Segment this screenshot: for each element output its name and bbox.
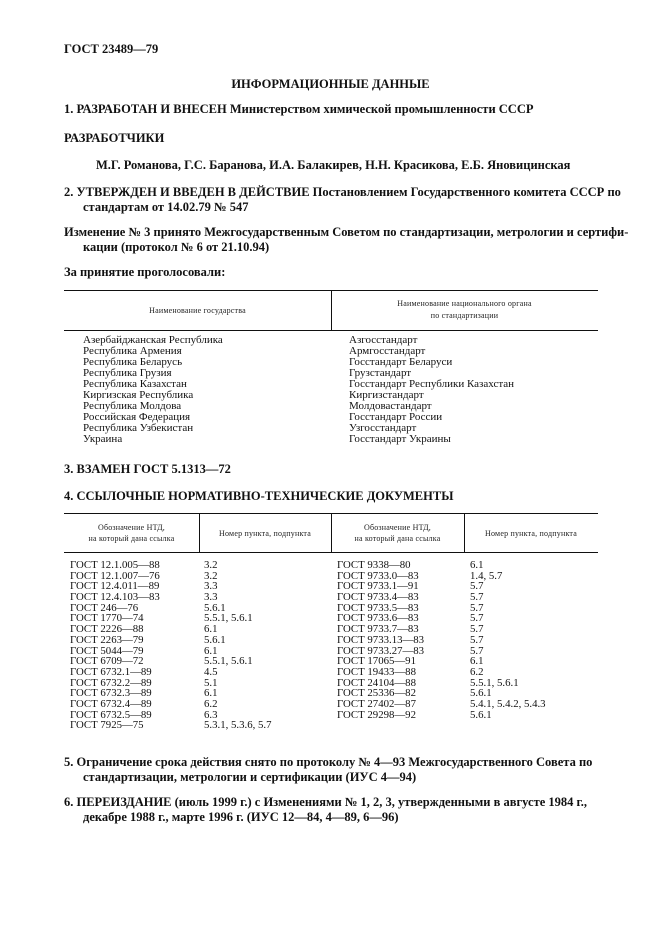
table-cell: 6.3 (204, 708, 218, 721)
table-cell: 3.2 (204, 559, 218, 571)
table-cell: Республика Беларусь (83, 356, 183, 368)
change-note-line-2: кации (протокол № 6 от 21.10.94) (83, 240, 270, 254)
document-number: ГОСТ 23489—79 (64, 42, 159, 56)
left-docs-column (70, 560, 160, 731)
table-cell: Республика Казахстан (83, 378, 187, 390)
table-cell: Республика Грузия (83, 367, 172, 379)
table-cell: 5.3.1, 5.3.6, 5.7 (204, 719, 272, 732)
table-cell: ГОСТ 9733.4—83 (337, 591, 419, 604)
table-cell: ГОСТ 9338—80 (337, 559, 411, 571)
section-2-line-2: стандартам от 14.02.79 № 547 (83, 200, 249, 214)
section-5-line-1: 5. Ограничение срока действия снято по протоколу № 4—93 Межгосударственного Совета по (64, 755, 593, 769)
table-cell: 5.7 (470, 623, 484, 636)
table-cell: ГОСТ 27402—87 (337, 697, 416, 710)
page-title: ИНФОРМАЦИОННЫЕ ДАННЫЕ (231, 77, 430, 91)
table-cell: 6.1 (204, 623, 218, 636)
table-cell: 5.7 (470, 612, 484, 625)
table-cell: 5.5.1, 5.6.1 (204, 612, 253, 625)
column-header-doc-line-2: на который дана ссылка (354, 534, 441, 543)
section-2-line-1: 2. УТВЕРЖДЕН И ВВЕДЕН В ДЕЙСТВИЕ Постановлением Государственного комитета СССР по (64, 185, 621, 199)
states-column (83, 335, 223, 445)
table-cell: ГОСТ 9733.7—83 (337, 623, 419, 636)
table-cell: ГОСТ 2263—79 (70, 633, 144, 646)
table-cell: ГОСТ 17065—91 (337, 655, 416, 668)
table-cell: 6.1 (470, 655, 484, 668)
section-6-line-1: 6. ПЕРЕИЗДАНИЕ (июль 1999 г.) с Изменениями № 1, 2, 3, утвержденными в августе 1984 г., (64, 795, 588, 809)
table-cell: Азербайджанская Республика (83, 334, 223, 346)
table-cell: ГОСТ 19433—88 (337, 665, 416, 678)
table-cell: 6.2 (470, 665, 484, 678)
table-rule-header (64, 330, 598, 331)
table-cell: ГОСТ 9733.0—83 (337, 569, 419, 582)
table-cell: Российская Федерация (83, 411, 191, 423)
table-cell: Госстандарт России (349, 411, 443, 423)
table-cell: 3.3 (204, 580, 218, 593)
right-docs-column (337, 560, 424, 720)
column-header-body-line-2: по стандартизации (430, 311, 499, 320)
table-cell: 5.7 (470, 580, 484, 593)
table-cell: 6.1 (470, 559, 484, 571)
table-cell: Республика Молдова (83, 400, 182, 412)
developers-heading: РАЗРАБОТЧИКИ (64, 131, 165, 145)
table-cell: ГОСТ 6732.5—89 (70, 708, 152, 721)
table-cell: Госстандарт Украины (349, 433, 451, 445)
table-cell: 1.4, 5.7 (470, 569, 503, 582)
table-cell: ГОСТ 2226—88 (70, 623, 144, 636)
column-header-doc-line-1: Обозначение НТД, (363, 523, 432, 532)
table-cell: Киргизстандарт (349, 389, 424, 401)
column-header-item: Номер пункта, подпункта (485, 529, 577, 538)
column-header-doc-line-2: на который дана ссылка (88, 534, 175, 543)
table-cell: ГОСТ 12.1.007—76 (70, 569, 160, 582)
table-cell: Киргизская Республика (83, 389, 194, 401)
table-rule-header (64, 552, 598, 553)
table-cell: ГОСТ 12.4.011—89 (70, 580, 160, 593)
table-cell: 4.5 (204, 665, 218, 678)
table-cell: 5.7 (470, 644, 484, 657)
right-items-column (470, 560, 546, 720)
table-cell: 5.6.1 (204, 633, 226, 646)
table-cell: Госстандарт Беларуси (349, 356, 453, 368)
table-cell: 5.7 (470, 633, 484, 646)
table-cell: ГОСТ 24104—88 (337, 676, 416, 689)
table-cell: ГОСТ 29298—92 (337, 708, 416, 721)
table-cell: ГОСТ 246—76 (70, 601, 139, 614)
table-cell: Госстандарт Республики Казахстан (349, 378, 515, 390)
change-note-line-1: Изменение № 3 принято Межгосударственным Советом по стандартизации, метрологии и сертифи- (64, 225, 629, 239)
table-cell: 6.2 (204, 697, 218, 710)
table-cell: 5.5.1, 5.6.1 (204, 655, 253, 668)
table-cell: 5.7 (470, 601, 484, 614)
table-cell: 5.7 (470, 591, 484, 604)
table-cell: 3.2 (204, 569, 218, 582)
table-cell: ГОСТ 9733.5—83 (337, 601, 419, 614)
table-cell: 5.6.1 (204, 601, 226, 614)
table-cell: 3.3 (204, 591, 218, 604)
section-4: 4. ССЫЛОЧНЫЕ НОРМАТИВНО-ТЕХНИЧЕСКИЕ ДОКУМЕНТЫ (64, 489, 454, 503)
table-cell: ГОСТ 9733.13—83 (337, 633, 425, 646)
column-header-doc-line-1: Обозначение НТД, (97, 523, 166, 532)
voted-heading: За принятие проголосовали: (64, 265, 226, 279)
table-cell: ГОСТ 6732.2—89 (70, 676, 152, 689)
section-6-line-2: декабре 1988 г., марте 1996 г. (ИУС 12—84, 4—89, 6—96) (83, 810, 399, 824)
table-cell: ГОСТ 9733.6—83 (337, 612, 419, 625)
table-cell: ГОСТ 7925—75 (70, 719, 144, 732)
section-3: 3. ВЗАМЕН ГОСТ 5.1313—72 (64, 462, 231, 476)
table-cell: 5.1 (204, 676, 218, 689)
table-cell: 5.6.1 (470, 687, 492, 700)
table-cell: Грузстандарт (349, 367, 412, 379)
table-cell: ГОСТ 12.1.005—88 (70, 559, 160, 571)
left-items-column (204, 560, 271, 731)
table-cell: Украина (83, 433, 123, 445)
developers-list: М.Г. Романова, Г.С. Баранова, И.А. Балакирев, Н.Н. Красикова, Е.Б. Яновицинская (96, 158, 571, 172)
table-cell: Республика Армения (83, 345, 182, 357)
table-cell: 5.6.1 (470, 708, 492, 721)
column-header-body-line-1: Наименование национального органа (397, 299, 532, 308)
table-cell: 5.4.1, 5.4.2, 5.4.3 (470, 697, 546, 710)
table-cell: 5.5.1, 5.6.1 (470, 676, 519, 689)
bodies-column (349, 335, 514, 445)
table-cell: ГОСТ 6732.4—89 (70, 697, 152, 710)
table-cell: ГОСТ 1770—74 (70, 612, 144, 625)
table-cell: ГОСТ 12.4.103—83 (70, 591, 160, 604)
table-cell: Молдовастандарт (349, 400, 432, 412)
table-cell: 6.1 (204, 687, 218, 700)
section-1: 1. РАЗРАБОТАН И ВНЕСЕН Министерством химической промышленности СССР (64, 102, 534, 116)
section-5-line-2: стандартизации, метрологии и сертификации (ИУС 4—94) (83, 770, 417, 784)
table-cell: Узгосстандарт (349, 422, 417, 434)
table-cell: Азгосстандарт (349, 334, 418, 346)
table-cell: 6.1 (204, 644, 218, 657)
table-cell: ГОСТ 25336—82 (337, 687, 416, 700)
column-header-item: Номер пункта, подпункта (219, 529, 311, 538)
table-cell: Республика Узбекистан (83, 422, 194, 434)
table-cell: ГОСТ 6732.3—89 (70, 687, 152, 700)
table-cell: ГОСТ 6732.1—89 (70, 665, 152, 678)
table-cell: ГОСТ 5044—79 (70, 644, 144, 657)
table-cell: ГОСТ 9733.27—83 (337, 644, 425, 657)
table-cell: ГОСТ 9733.1—91 (337, 580, 419, 593)
table-cell: ГОСТ 6709—72 (70, 655, 144, 668)
table-cell: Армгосстандарт (349, 345, 426, 357)
column-header-state: Наименование государства (149, 306, 246, 315)
